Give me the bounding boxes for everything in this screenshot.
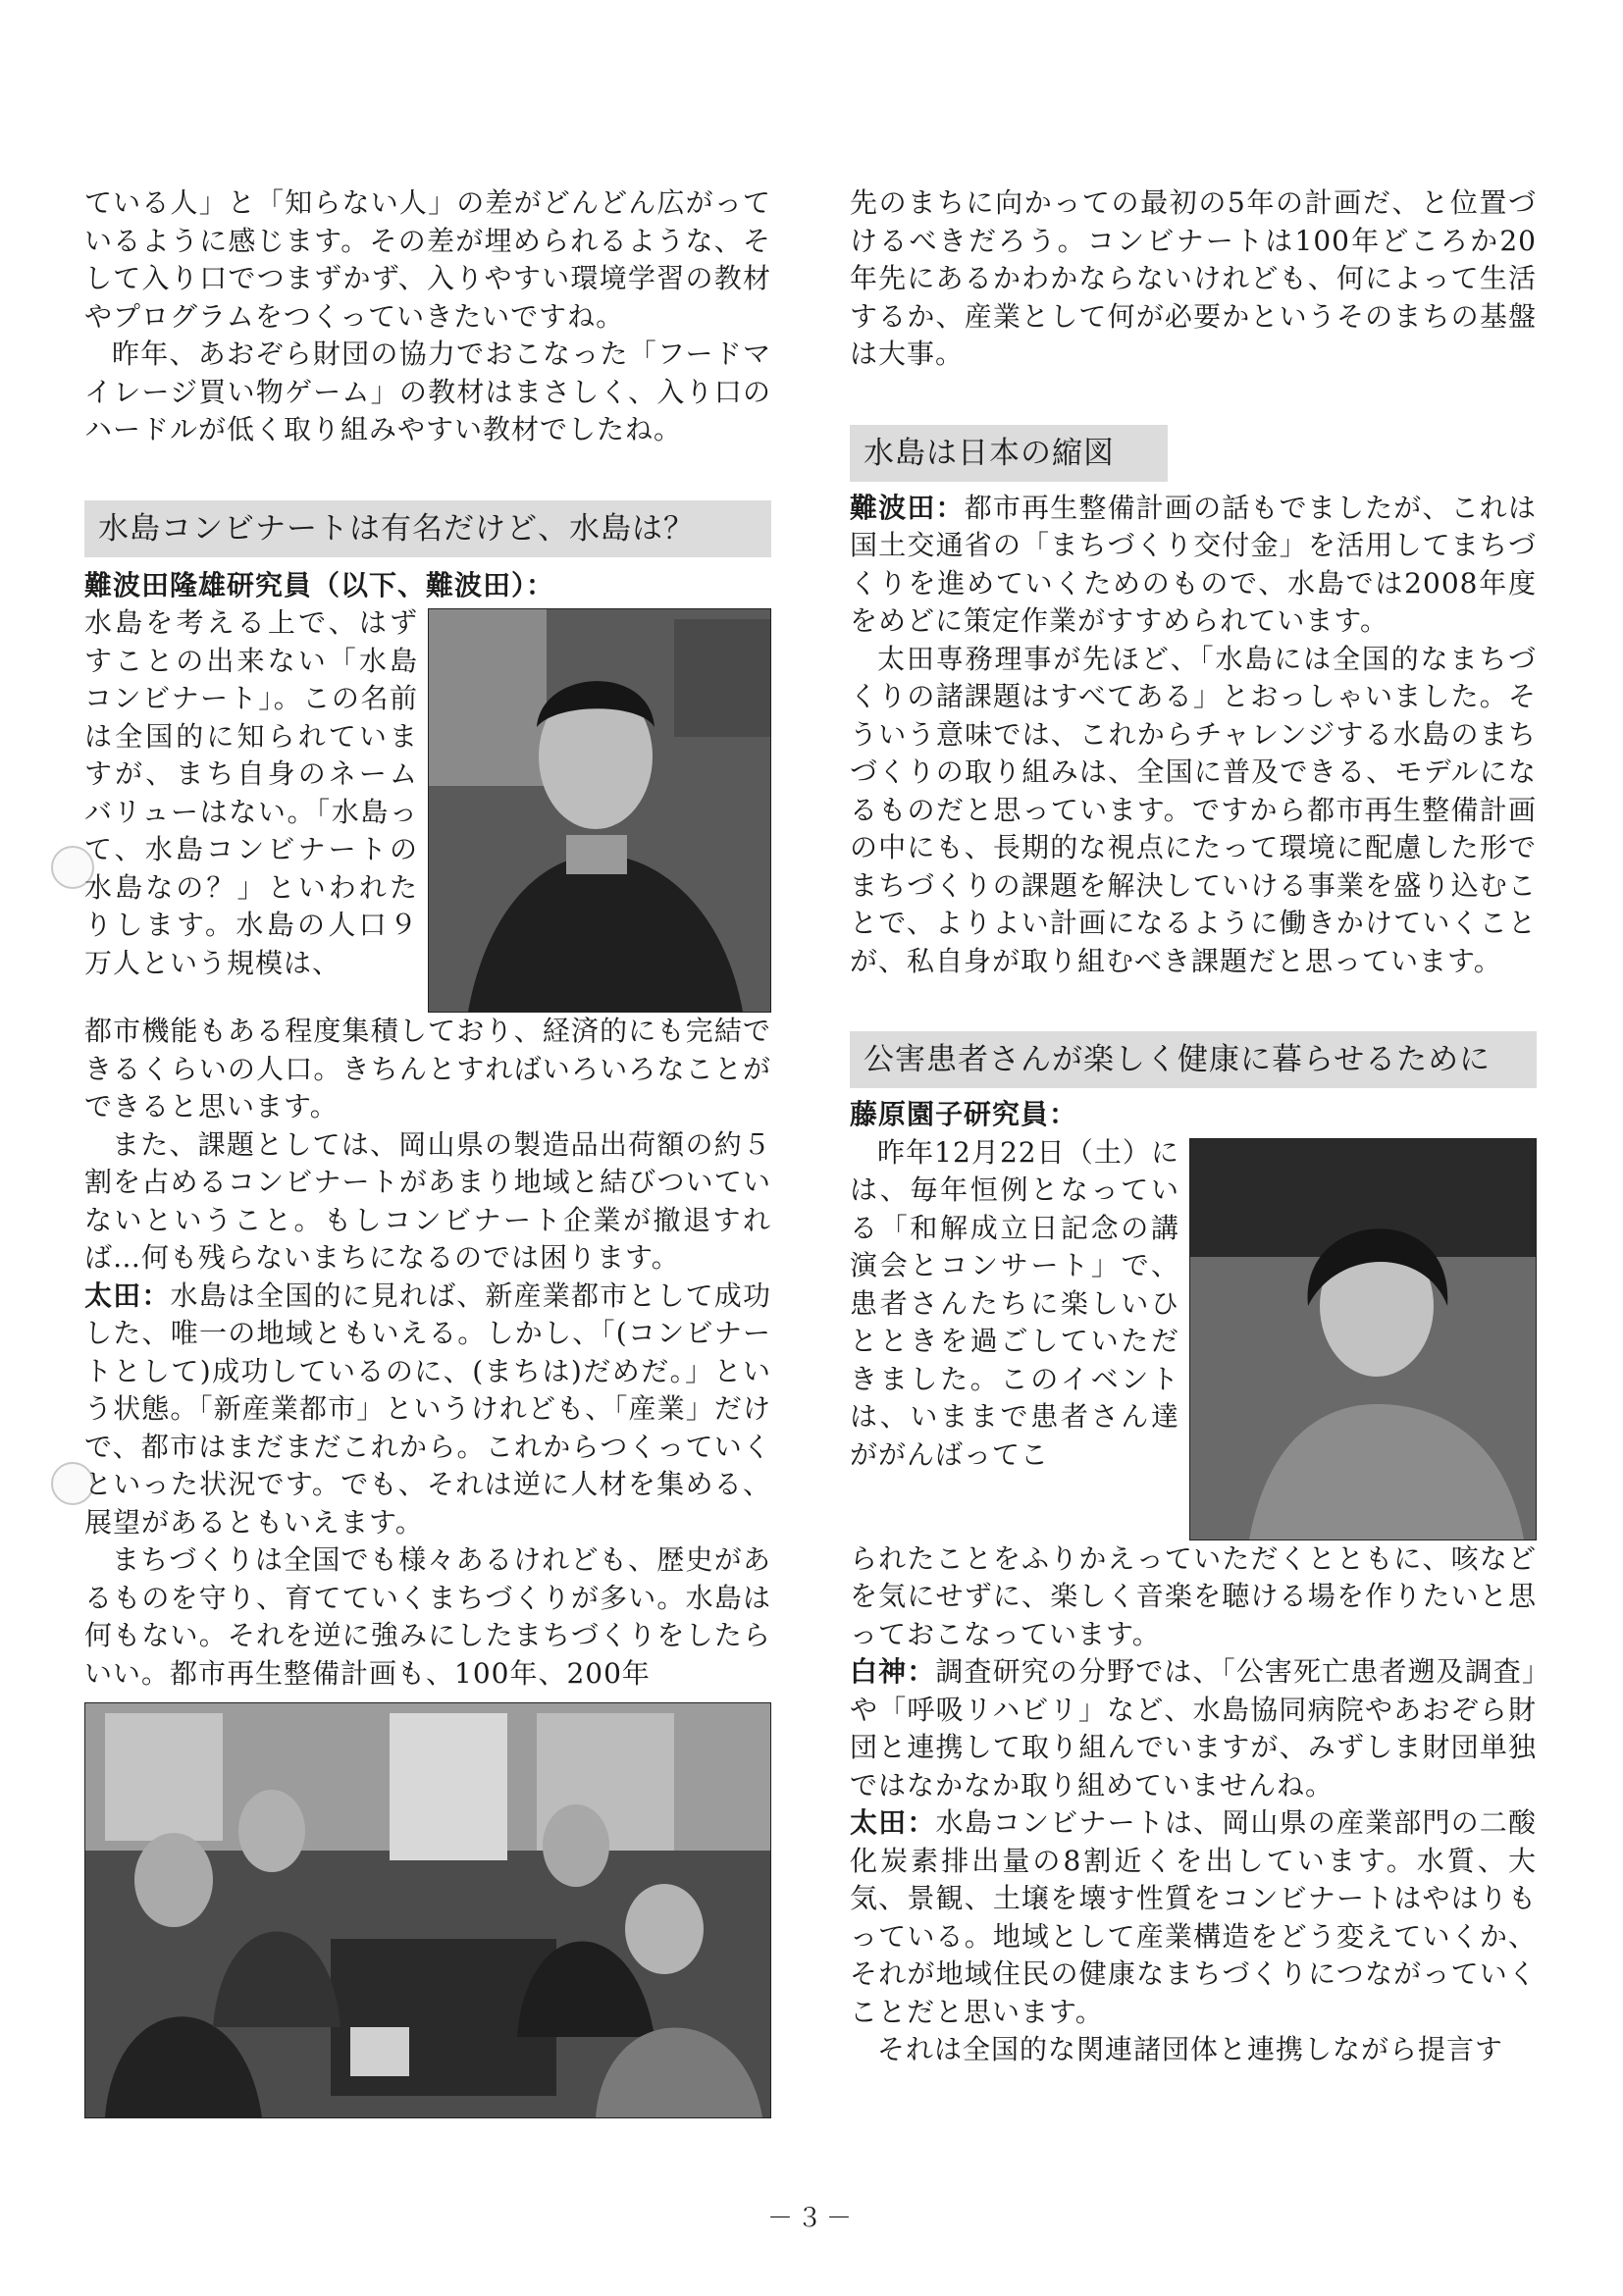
page-number: －３－: [766, 2204, 856, 2233]
photo-meeting-group: [84, 1702, 771, 2118]
ota-text: 水島は全国的に見れば、新産業都市として成功した、唯一の地域ともいえる。しかし、「(コンビナートとして)成功しているのに、(まちは)だめだ。」という状態。「新産業都市」というけれども、「産業」だけで、都市はまだまだこれから。これからつくっていくといった状況です。でも、それは逆に人材を集める、展望があるともいえます。: [84, 1278, 771, 1539]
left-column: [84, 184, 771, 2118]
right-intro-paragraph: 先のまちに向かっての最初の5年の計画だ、と位置づけるべきだろう。コンビナートは100年どころか20年先にあるかわかならないけれども、何によって生活するか、産業として何が必要かというそのまちの基盤は大事。: [850, 186, 1537, 370]
speaker-ota-label-right: 太田：: [850, 1806, 936, 1839]
right-column: [850, 184, 1537, 2069]
nanbata-wrap-text: 水島を考える上で、はずすことの出来ない「水島コンビナート」。この名前は全国的に知られていますが、まち自身のネームバリューはない。「水島って、水島コンビナートの水島なの？」といわれたりします。水島の人口９万人という規模は、: [84, 606, 418, 979]
section-heading-mizushima-combinat: 水島コンビナートは有名だけど、水島は？: [84, 500, 771, 557]
fujiwara-wrap-block: [850, 1134, 1537, 1540]
ota-text-right: 水島コンビナートは、岡山県の産業部門の二酸化炭素排出量の8割近くを出しています。水質、大気、景観、土壌を壊す性質をコンビナートはやはりもっている。地域として産業構造をどう変えていくか、それが地域住民の健康なまちづくりにつながっていくことだと思います。: [850, 1806, 1537, 2028]
left-intro-paragraph-2: 昨年、あおぞら財団の協力でおこなった「フードマイレージ買い物ゲーム」の教材はまさしく、入り口のハードルが低く取り組みやすい教材でしたね。: [84, 338, 771, 445]
left-intro-paragraph: ている人」と「知らない人」の差がどんどん広がっているように感じます。その差が埋められるような、そして入り口でつまずかず、入りやすい環境学習の教材やプログラムをつくっていきたいですね。: [84, 186, 771, 333]
speaker-ota-label: 太田：: [84, 1278, 171, 1312]
nanbata-text: 都市再生整備計画の話もでましたが、これは国土交通省の「まちづくり交付金」を活用してまちづくりを進めていくためのもので、水島では2008年度をめどに策定作業がすすめられています。: [850, 491, 1537, 637]
nanbata-wrap-block: [84, 604, 771, 1013]
speaker-nanbata-label: 難波田：: [850, 491, 965, 524]
speaker-fujiwara-label: 藤原園子研究員：: [850, 1098, 1078, 1130]
shirakami-text: 調査研究の分野では、「公害死亡患者遡及調査」や「呼吸リハビリ」など、水島協同病院やあおぞら財団と連携して取り組んでいますが、みずしま財団単独ではなかなか取り組めていませんね。: [850, 1655, 1537, 1801]
left-paragraph-machizukuri: まちづくりは全国でも様々あるけれども、歴史があるものを守り、育てていくまちづくりが多い。水島は何もない。それを逆に強みにしたまちづくりをしたらいい。都市再生整備計画も、100年、200年: [84, 1543, 771, 1690]
nanbata-after-wrap: 都市機能もある程度集積しており、経済的にも完結できるくらいの人口。きちんとすればいろいろなことができると思います。: [84, 1015, 771, 1122]
fujiwara-after-wrap: られたことをふりかえっていただくとともに、咳などを気にせずに、楽しく音楽を聴ける場を作りたいと思っておこなっています。: [850, 1541, 1537, 1650]
left-ota-paragraph: [84, 1278, 771, 1542]
speaker-shirakami-label: 白神：: [850, 1655, 936, 1688]
left-paragraph-issues: また、課題としては、岡山県の製造品出荷額の約５割を占めるコンビナートがあまり地域と結びついていないということ。もしコンビナート企業が撤退すれば…何も残らないまちになるのでは困ります。: [84, 1127, 771, 1274]
photo-fujiwara-portrait: [1189, 1138, 1537, 1540]
photo-nanbata-portrait: [428, 608, 771, 1013]
right-paragraph-model: 太田専務理事が先ほど、「水島には全国的なまちづくりの諸課題はすべてある」とおっしゃいました。そういう意味では、これからチャレンジする水島のまちづくりの取り組みは、全国に普及できる、モデルになるものだと思っています。ですから都市再生整備計画の中にも、長期的な視点にたって環境に配慮した形でまちづくりの課題を解決していける事業を盛り込むことで、よりよい計画になるように働きかけていくことが、私自身が取り組むべき課題だと思っています。: [850, 642, 1537, 977]
right-nanbata-paragraph: [850, 490, 1537, 641]
section-heading-japan-miniature: 水島は日本の縮図: [850, 425, 1168, 482]
speaker-nanbata-intro: 難波田隆雄研究員（以下、難波田）：: [84, 568, 555, 601]
section-heading-patients: 公害患者さんが楽しく健康に暮らせるために: [850, 1031, 1537, 1088]
fujiwara-wrap-text: 昨年12月22日（土）には、毎年恒例となっている「和解成立日記念の講演会とコンサート」で、患者さんたちに楽しいひとときを過ごしていただきました。このイベントは、いままで患者さん達ががんばってこ: [850, 1135, 1179, 1471]
right-shirakami-paragraph: [850, 1653, 1537, 1804]
right-last-line: それは全国的な関連諸団体と連携しながら提言す: [877, 2033, 1504, 2065]
right-ota-paragraph: [850, 1804, 1537, 2031]
